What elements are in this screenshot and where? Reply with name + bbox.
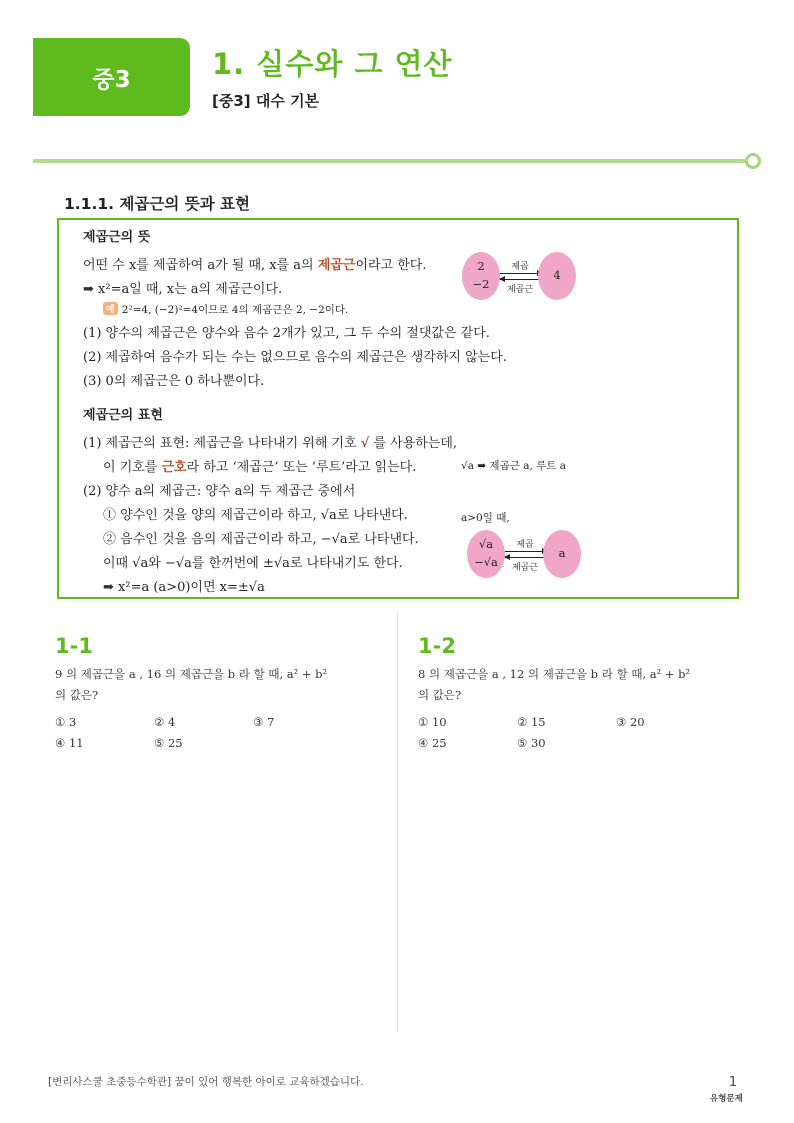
notation-line-2-text: 이 기호를 xyxy=(103,460,162,475)
choice-4[interactable]: ④ 25 xyxy=(418,736,447,750)
grade-badge xyxy=(33,38,190,116)
problem-number-1: 1-1 xyxy=(55,634,93,658)
chapter-subtitle: [중3] 대수 기본 xyxy=(212,92,320,110)
header-divider xyxy=(33,159,749,163)
section-title: 1.1.1. 제곱근의 뜻과 표현 xyxy=(64,195,250,213)
sqrt-value-positive: √a xyxy=(478,537,494,552)
notation-line-7-text: x²=a (a>0)이면 x=±√a xyxy=(118,580,265,595)
column-divider xyxy=(397,612,398,1032)
choice-3[interactable]: ③ 20 xyxy=(616,715,645,729)
notation-highlight: 근호 xyxy=(161,460,187,475)
radical-icon: √ xyxy=(360,436,370,451)
diagram-arrow-right xyxy=(500,273,542,274)
diagram-2-arrow-left xyxy=(505,557,547,558)
diagram-roots-oval xyxy=(462,252,500,300)
notation-line-5: ② 음수인 것을 음의 제곱근이라 하고, −√a로 나타낸다. xyxy=(103,532,419,547)
grade-label: 중3 xyxy=(92,66,131,93)
diagram-sqrt-oval xyxy=(467,530,505,578)
notation-heading: 제곱근의 표현 xyxy=(83,408,163,423)
notation-line-6: 이때 √a와 −√a를 한꺼번에 ±√a로 나타내기도 한다. xyxy=(103,556,403,571)
choice-2[interactable]: ② 4 xyxy=(154,715,176,729)
diagram-2-arrow-right xyxy=(505,551,547,552)
meaning-heading: 제곱근의 뜻 xyxy=(83,230,151,245)
choice-3[interactable]: ③ 7 xyxy=(253,715,275,729)
diagram-square-label: 제곱 xyxy=(511,262,529,272)
diagram-a-oval xyxy=(543,530,581,578)
notation-line-4: ① 양수인 것을 양의 제곱근이라 하고, √a로 나타낸다. xyxy=(103,508,408,523)
diagram-root-label: 제곱근 xyxy=(506,285,534,295)
choice-1[interactable]: ① 3 xyxy=(55,715,77,729)
meaning-item-2: (2) 제곱하여 음수가 되는 수는 없으므로 음수의 제곱근은 생각하지 않는다. xyxy=(83,350,507,365)
notation-line-3: (2) 양수 a의 제곱근: 양수 a의 두 제곱근 중에서 xyxy=(83,484,356,499)
problem-number-2: 1-2 xyxy=(418,634,456,658)
choice-5[interactable]: ⑤ 30 xyxy=(517,736,546,750)
notation-line-1-end: 를 사용하는데, xyxy=(369,436,458,451)
notation-line-7 xyxy=(103,576,265,595)
notation-line-1 xyxy=(83,432,457,451)
footer-text: [변리사스쿨 초중등수학관] 꿈이 있어 행복한 아이로 교육하겠습니다. xyxy=(48,1076,364,1088)
diagram-condition: a>0일 때, xyxy=(461,512,510,524)
page-number: 1 xyxy=(728,1075,738,1090)
choice-5[interactable]: ⑤ 25 xyxy=(154,736,183,750)
square-value: 4 xyxy=(553,268,561,283)
diagram-square-oval xyxy=(538,252,576,300)
meaning-item-1: (1) 양수의 제곱근은 양수와 음수 2개가 있고, 그 두 수의 절댓값은 같다. xyxy=(83,326,490,341)
concept-box xyxy=(57,218,739,599)
meaning-item-3: (3) 0의 제곱근은 0 하나뿐이다. xyxy=(83,374,265,389)
meaning-example xyxy=(103,302,348,317)
problem-question-2 xyxy=(418,664,690,706)
diagram-2-square-label: 제곱 xyxy=(516,540,534,550)
root-value-negative: −2 xyxy=(472,277,490,291)
notation-line-2 xyxy=(103,456,416,475)
chapter-title: 1. 실수와 그 연산 xyxy=(212,47,453,81)
sqrt-value-negative: −√a xyxy=(474,555,498,569)
definition-text: 어떤 수 x를 제곱하여 a가 될 때, x를 a의 xyxy=(83,258,318,273)
rule-text: x²=a일 때, x는 a의 제곱근이다. xyxy=(98,282,283,297)
meaning-definition xyxy=(83,254,427,273)
problem-question-1 xyxy=(55,664,327,706)
a-value: a xyxy=(558,546,566,561)
question-line: 의 값은? xyxy=(418,688,462,702)
diagram-2-root-label: 제곱근 xyxy=(511,563,539,573)
page-label: 유형문제 xyxy=(710,1094,743,1104)
diagram-arrow-left xyxy=(500,279,542,280)
question-line: 9 의 제곱근을 a , 16 의 제곱근을 b 라 할 때, a² + b² xyxy=(55,667,328,681)
divider-end-dot xyxy=(745,153,761,169)
definition-highlight: 제곱근 xyxy=(317,258,356,273)
root-value-positive: 2 xyxy=(477,259,485,274)
choice-4[interactable]: ④ 11 xyxy=(55,736,84,750)
arrow-right-icon: ➡ xyxy=(103,580,114,595)
arrow-right-icon: ➡ xyxy=(83,282,94,297)
choice-2[interactable]: ② 15 xyxy=(517,715,546,729)
question-line: 의 값은? xyxy=(55,688,99,702)
meaning-rule xyxy=(83,278,282,297)
question-line: 8 의 제곱근을 a , 12 의 제곱근을 b 라 할 때, a² + b² xyxy=(418,667,691,681)
radical-reading-note: √a ➡ 제곱근 a, 루트 a xyxy=(461,460,567,472)
example-tag: 예 xyxy=(103,302,118,315)
definition-end: 이라고 한다. xyxy=(355,258,427,273)
notation-line-1-text: (1) 제곱근의 표현: 제곱근을 나타내기 위해 기호 xyxy=(83,436,361,451)
notation-line-2-end: 라 하고 ‘제곱근’ 또는 ‘루트’라고 읽는다. xyxy=(186,460,417,475)
choice-1[interactable]: ① 10 xyxy=(418,715,447,729)
example-text: 2²=4, (−2)²=4이므로 4의 제곱근은 2, −2이다. xyxy=(121,304,349,316)
